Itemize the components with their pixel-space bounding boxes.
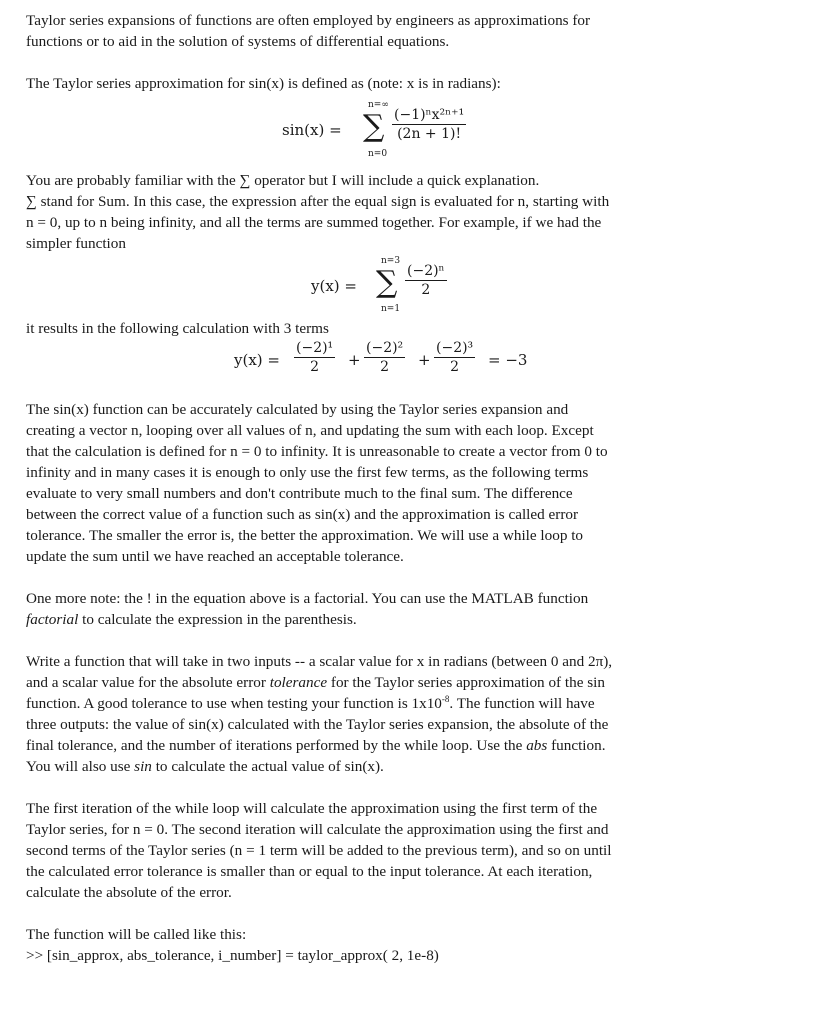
- iteration-para-line-3: second terms of the Taylor series (n = 1 term will be added to the previous term), and so on until: [26, 842, 612, 859]
- write-para-line-6-a: You will also use: [26, 758, 135, 775]
- simple-sum-equation: [26, 254, 796, 318]
- eq2-lower-limit: n=1: [381, 304, 401, 314]
- write-para-line-4: three outputs: the value of sin(x) calculated with the Taylor series expansion, the absolute of the: [26, 716, 609, 733]
- iteration-para-line-5: calculate the absolute of the error.: [26, 884, 232, 901]
- eq1-fraction: [392, 106, 466, 143]
- sin-para-line-2: creating a vector n, looping over all values of n, and updating the sum with each loop. Except: [26, 422, 594, 439]
- iteration-para-line-4: the calculated error tolerance is smaller than or equal to the input tolerance. At each iteration,: [26, 863, 593, 880]
- expanded-calculation-equation: [26, 339, 796, 387]
- sin-para-line-8: update the sum until we have reached an acceptable tolerance.: [26, 548, 404, 565]
- eq1-denominator: (2n + 1)!: [397, 126, 462, 142]
- tolerance-term: tolerance: [269, 674, 328, 691]
- eq2-lhs: y(x) =: [311, 277, 357, 295]
- eq1-sigma: ∑: [363, 109, 385, 144]
- call-example-line: >> [sin_approx, abs_tolerance, i_number] = taylor_approx( 2, 1e-8): [26, 947, 439, 964]
- eq2-fraction: [405, 262, 447, 299]
- sin-para-line-5: evaluate to very small numbers and don't contribute much to the final sum. The difference: [26, 485, 573, 502]
- sin-function-name: sin: [134, 758, 152, 775]
- sum-explain-line-1: You are probably familiar with the ∑ operator but I will include a quick explanation.: [26, 172, 540, 189]
- sin-series-equation: [26, 94, 796, 170]
- sum-explain-line-3: n = 0, up to n being infinity, and all the terms are summed together. For example, if we had the: [26, 214, 602, 231]
- eq2-numerator: (−2)ⁿ: [407, 263, 445, 279]
- write-para-line-5-a: final tolerance, and the number of iterations performed by the while loop. Use the: [26, 737, 527, 754]
- eq3-term-3-denominator: 2: [450, 359, 460, 375]
- sin-para-line-1: The sin(x) function can be accurately calculated by using the Taylor series expansion and: [26, 401, 569, 418]
- eq3-term-2-numerator: (−2)²: [366, 340, 404, 356]
- write-para-line-2-b: for the Taylor series approximation of the sin: [327, 674, 605, 691]
- document-page: [26, 10, 796, 966]
- eq3-plus-1: +: [348, 351, 361, 369]
- factorial-para-line-1: One more note: the ! in the equation above is a factorial. You can use the MATLAB function: [26, 590, 589, 607]
- eq2-upper-limit: n=3: [381, 256, 401, 266]
- sin-para-line-3: that the calculation is defined for n = 0 to infinity. It is unreasonable to create a vector from 0 to: [26, 443, 608, 460]
- write-para-line-3-a: function. A good tolerance to use when testing your function is 1x10: [26, 695, 442, 712]
- calculation-intro-line: it results in the following calculation with 3 terms: [26, 320, 329, 337]
- sum-explain-line-4: simpler function: [26, 235, 126, 252]
- eq2-denominator: 2: [421, 282, 431, 298]
- abs-function-name: abs: [526, 737, 548, 754]
- eq3-term-3-numerator: (−2)³: [436, 340, 474, 356]
- write-para-line-2: [26, 672, 796, 693]
- eq2-sigma: ∑: [376, 265, 398, 300]
- eq3-plus-2: +: [418, 351, 431, 369]
- write-para-line-3: [26, 693, 796, 714]
- eq1-lhs: sin(x) =: [282, 121, 342, 139]
- tolerance-exponent: -8: [441, 693, 450, 704]
- factorial-para-line-2-rest: to calculate the expression in the parenthesis.: [78, 611, 357, 628]
- call-intro-line: The function will be called like this:: [26, 926, 247, 943]
- write-para-line-1: Write a function that will take in two inputs -- a scalar value for x in radians (between 0 and 2π),: [26, 653, 613, 670]
- definition-line: The Taylor series approximation for sin(x) is defined as (note: x is in radians):: [26, 75, 501, 92]
- write-para-line-6: [26, 756, 796, 777]
- iteration-para-line-1: The first iteration of the while loop will calculate the approximation using the first term of the: [26, 800, 598, 817]
- write-para-line-2-a: and a scalar value for the absolute error: [26, 674, 270, 691]
- factorial-function-name: factorial: [26, 611, 79, 628]
- intro-line-2: functions or to aid in the solution of systems of differential equations.: [26, 33, 450, 50]
- factorial-para-line-2: [26, 609, 796, 630]
- eq3-term-1: [294, 339, 335, 376]
- write-para-line-3-b: . The function will have: [449, 695, 595, 712]
- eq1-upper-limit: n=∞: [368, 100, 389, 110]
- iteration-para-line-2: Taylor series, for n = 0. The second iteration will calculate the approximation using the first and: [26, 821, 609, 838]
- eq3-term-1-numerator: (−2)¹: [296, 340, 334, 356]
- sin-para-line-7: tolerance. The smaller the error is, the better the approximation. We will use a while loop to: [26, 527, 584, 544]
- sum-explain-line-2: ∑ stand for Sum. In this case, the expression after the equal sign is evaluated for n, starting with: [26, 193, 610, 210]
- sin-para-line-4: infinity and in many cases it is enough to only use the first few terms, as the following terms: [26, 464, 589, 481]
- write-para-line-6-b: to calculate the actual value of sin(x).: [151, 758, 384, 775]
- sin-para-line-6: between the correct value of a function such as sin(x) and the approximation is called error: [26, 506, 579, 523]
- eq3-term-3: [434, 339, 475, 376]
- intro-line-1: Taylor series expansions of functions are often employed by engineers as approximations for: [26, 12, 591, 29]
- write-para-line-5: [26, 735, 796, 756]
- eq3-term-2: [364, 339, 405, 376]
- eq3-lhs: y(x) =: [234, 351, 280, 369]
- eq3-result: = −3: [488, 351, 528, 369]
- eq1-lower-limit: n=0: [368, 149, 388, 159]
- eq3-term-1-denominator: 2: [310, 359, 320, 375]
- eq1-numerator: (−1)ⁿx²ⁿ⁺¹: [394, 107, 465, 123]
- eq3-term-2-denominator: 2: [380, 359, 390, 375]
- write-para-line-5-b: function.: [547, 737, 606, 754]
